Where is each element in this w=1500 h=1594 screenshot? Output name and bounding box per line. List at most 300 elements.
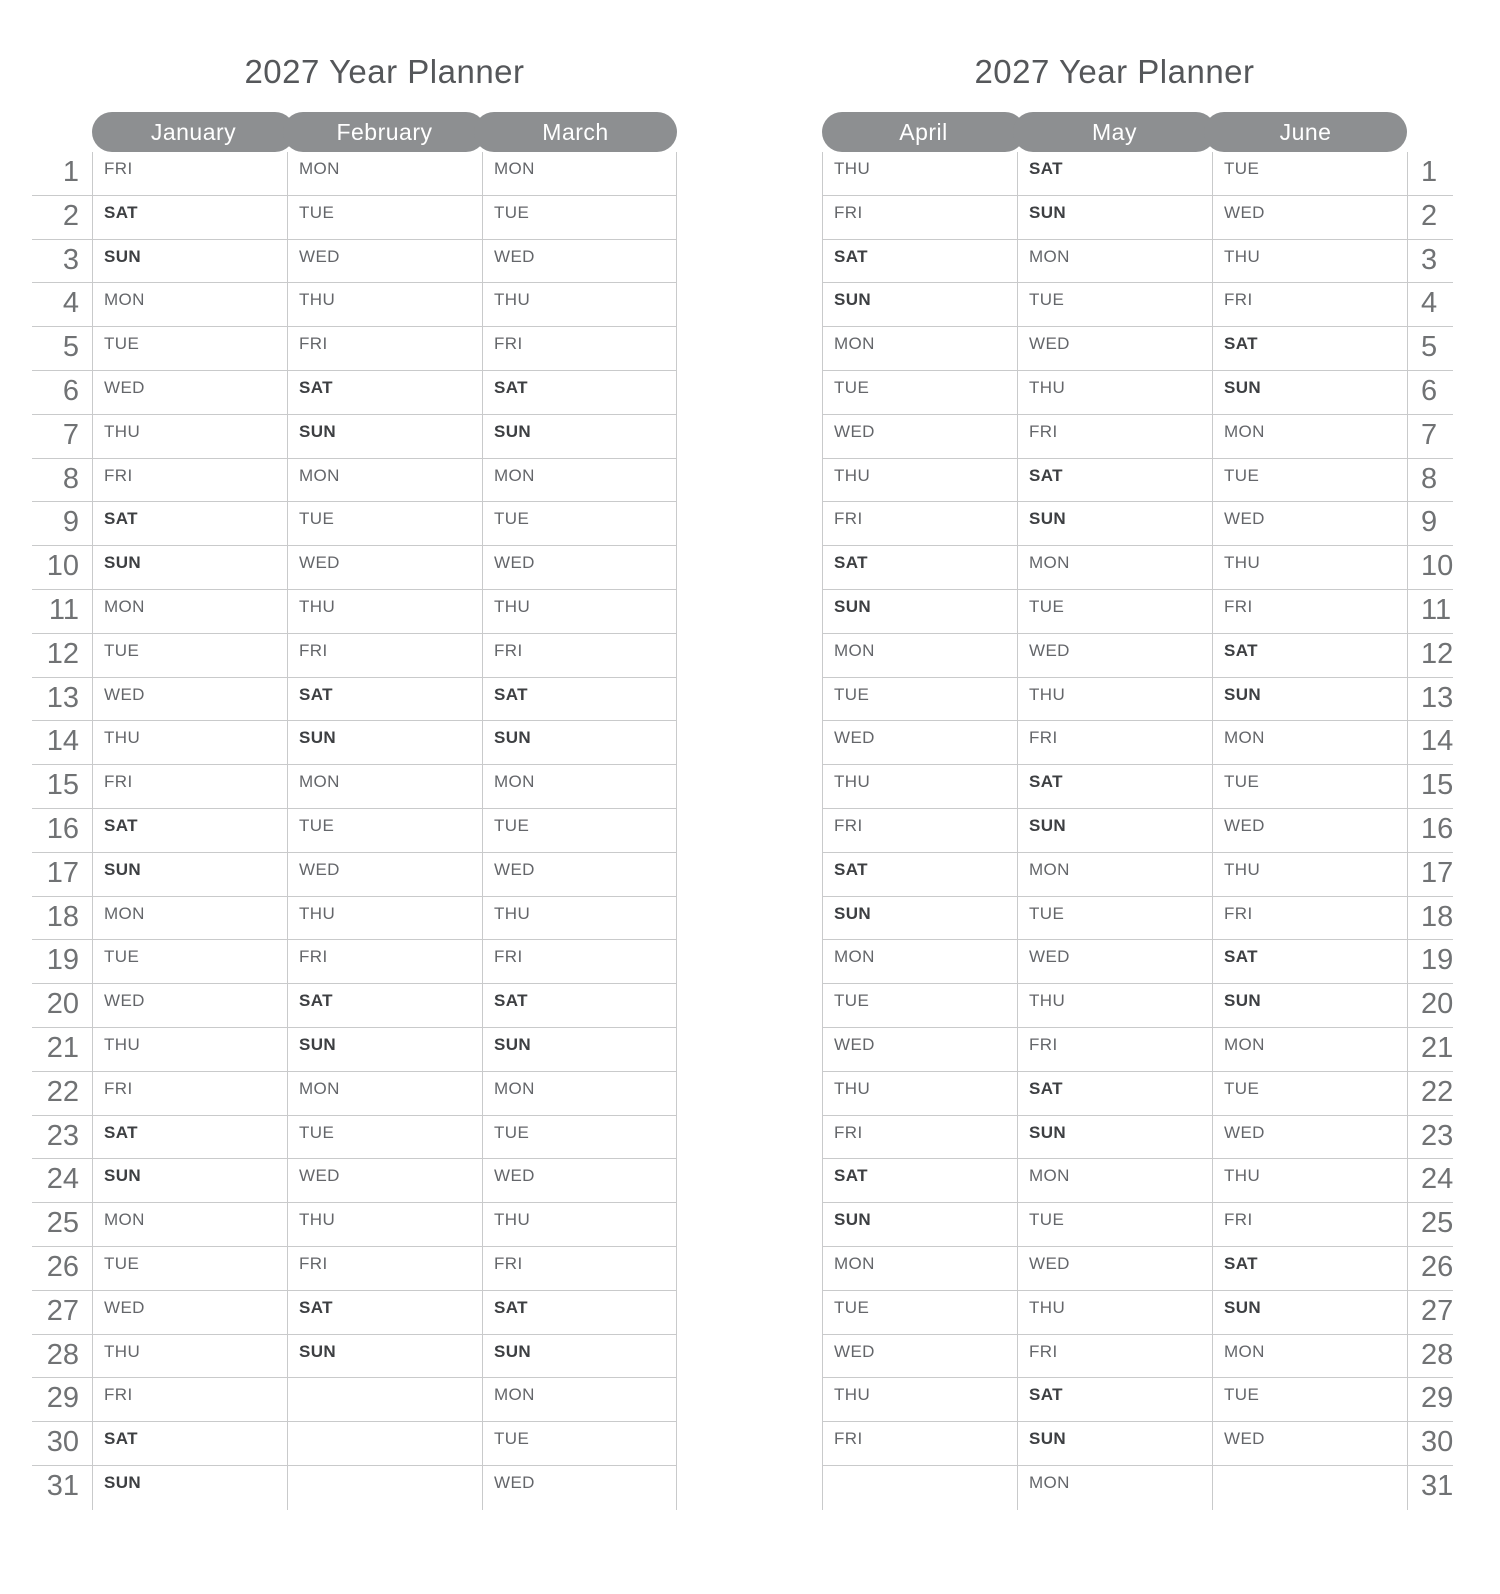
- weekday-label: WED: [834, 728, 875, 748]
- month-label: January: [150, 118, 237, 145]
- weekday-label: SUN: [1224, 377, 1262, 397]
- weekday-cell: [482, 590, 677, 633]
- weekday-label: FRI: [494, 640, 523, 660]
- day-number: 17: [46, 856, 79, 889]
- weekday-label: MON: [299, 1078, 340, 1098]
- table-row: [32, 940, 677, 984]
- day-number: 25: [46, 1207, 79, 1240]
- weekday-label: SAT: [1224, 947, 1258, 967]
- weekday-label: THU: [494, 596, 531, 616]
- weekday-label: MON: [299, 772, 340, 792]
- weekday-label: SUN: [1224, 991, 1262, 1011]
- weekday-label: TUE: [1029, 903, 1065, 923]
- weekday-cell: [92, 897, 287, 940]
- weekday-label: SAT: [299, 684, 333, 704]
- month-header-row: [92, 112, 677, 152]
- weekday-label: MON: [1224, 728, 1265, 748]
- day-number: 9: [62, 506, 79, 539]
- weekday-cell: [1212, 240, 1407, 283]
- weekday-label: SUN: [494, 728, 532, 748]
- table-row: [32, 590, 677, 634]
- weekday-cell: [1212, 1159, 1407, 1202]
- weekday-cell: [822, 459, 1017, 502]
- weekday-label: SAT: [1029, 1385, 1063, 1405]
- weekday-cell: [92, 1159, 287, 1202]
- weekday-cell: [1212, 984, 1407, 1027]
- weekday-label: MON: [494, 1385, 535, 1405]
- weekday-cell: [822, 327, 1017, 370]
- table-row: [822, 415, 1453, 459]
- weekday-cell: [92, 1466, 287, 1510]
- day-number: 21: [46, 1031, 79, 1064]
- weekday-cell: [822, 240, 1017, 283]
- weekday-cell: [1017, 502, 1212, 545]
- weekday-cell: [822, 765, 1017, 808]
- table-row: [32, 1028, 677, 1072]
- weekday-label: MON: [834, 1253, 875, 1273]
- weekday-cell: [1212, 1335, 1407, 1378]
- day-number: 11: [48, 593, 79, 626]
- weekday-label: THU: [834, 159, 871, 178]
- table-row: [822, 1291, 1453, 1335]
- weekday-cell: [822, 502, 1017, 545]
- weekday-label: SUN: [494, 1341, 532, 1361]
- weekday-label: THU: [1224, 246, 1261, 266]
- weekday-label: TUE: [1029, 290, 1065, 310]
- day-number: 14: [1407, 721, 1453, 764]
- weekday-label: WED: [834, 1341, 875, 1361]
- weekday-label: FRI: [1224, 290, 1253, 310]
- month-label: March: [542, 118, 609, 145]
- weekday-cell: [482, 415, 677, 458]
- weekday-label: FRI: [1029, 728, 1058, 748]
- weekday-label: TUE: [494, 1122, 530, 1142]
- weekday-label: TUE: [834, 377, 870, 397]
- day-number: 19: [1407, 940, 1453, 983]
- month-pill-may: [1013, 112, 1216, 152]
- weekday-label: SUN: [1029, 509, 1067, 529]
- weekday-label: SUN: [1029, 1122, 1067, 1142]
- weekday-label: THU: [494, 290, 531, 310]
- weekday-label: SAT: [104, 815, 138, 835]
- day-number: 7: [1407, 415, 1453, 458]
- weekday-cell: [482, 240, 677, 283]
- weekday-label: TUE: [104, 334, 140, 354]
- weekday-label: SUN: [299, 1341, 337, 1361]
- table-row: [32, 765, 677, 809]
- weekday-label: MON: [1029, 859, 1070, 879]
- weekday-label: THU: [1224, 553, 1261, 573]
- weekday-label: WED: [104, 377, 145, 397]
- weekday-cell: [1017, 546, 1212, 589]
- day-number: 3: [1407, 240, 1453, 283]
- weekday-cell: [482, 940, 677, 983]
- weekday-cell: [92, 1378, 287, 1421]
- weekday-cell: [482, 283, 677, 326]
- weekday-label: TUE: [104, 1253, 140, 1273]
- weekday-label: SAT: [494, 1297, 528, 1317]
- table-row: [822, 984, 1453, 1028]
- weekday-label: THU: [1029, 1297, 1066, 1317]
- weekday-cell: [482, 546, 677, 589]
- table-row: [32, 1335, 677, 1379]
- weekday-cell: [482, 371, 677, 414]
- weekday-label: WED: [1224, 202, 1265, 222]
- table-row: [822, 1116, 1453, 1160]
- weekday-cell: [822, 897, 1017, 940]
- weekday-label: MON: [299, 159, 340, 178]
- day-number: 1: [62, 156, 79, 188]
- table-row: [822, 459, 1453, 503]
- weekday-label: MON: [834, 334, 875, 354]
- weekday-label: SUN: [104, 859, 142, 879]
- day-number: 11: [1407, 590, 1453, 633]
- weekday-cell: [1212, 765, 1407, 808]
- weekday-cell: [1017, 1159, 1212, 1202]
- day-number: 3: [62, 243, 79, 276]
- table-row: [32, 1247, 677, 1291]
- weekday-label: TUE: [494, 202, 530, 222]
- day-number: 7: [62, 418, 79, 451]
- weekday-label: THU: [299, 903, 336, 923]
- weekday-cell: [1017, 459, 1212, 502]
- weekday-cell: [482, 634, 677, 677]
- weekday-label: TUE: [494, 815, 530, 835]
- weekday-label: SAT: [1029, 159, 1063, 178]
- day-number: 27: [46, 1294, 79, 1327]
- weekday-label: FRI: [1224, 596, 1253, 616]
- weekday-cell: [482, 1159, 677, 1202]
- weekday-cell: [287, 283, 482, 326]
- weekday-cell: [1212, 634, 1407, 677]
- weekday-label: THU: [104, 421, 141, 441]
- weekday-label: TUE: [834, 684, 870, 704]
- weekday-label: SAT: [1224, 1253, 1258, 1273]
- weekday-label: FRI: [834, 815, 863, 835]
- table-row: [32, 1072, 677, 1116]
- weekday-label: SUN: [494, 1034, 532, 1054]
- table-row: [32, 152, 677, 196]
- weekday-label: WED: [494, 1472, 535, 1492]
- table-row: [32, 1422, 677, 1466]
- weekday-label: SUN: [104, 246, 142, 266]
- weekday-label: MON: [299, 465, 340, 485]
- weekday-cell: [92, 283, 287, 326]
- weekday-cell: [1212, 678, 1407, 721]
- weekday-cell: [1017, 1247, 1212, 1290]
- weekday-cell: [822, 283, 1017, 326]
- weekday-cell: [1017, 1028, 1212, 1071]
- weekday-label: FRI: [834, 202, 863, 222]
- day-number: 20: [1407, 984, 1453, 1027]
- weekday-cell: [92, 853, 287, 896]
- weekday-label: WED: [834, 1034, 875, 1054]
- weekday-cell: [1212, 1203, 1407, 1246]
- table-row: [32, 721, 677, 765]
- weekday-cell: [287, 678, 482, 721]
- day-number: 8: [1407, 459, 1453, 502]
- weekday-cell: [1017, 897, 1212, 940]
- weekday-cell: [1017, 853, 1212, 896]
- weekday-label: FRI: [104, 1385, 133, 1405]
- weekday-cell: [92, 546, 287, 589]
- weekday-cell: [92, 1247, 287, 1290]
- table-row: [32, 1116, 677, 1160]
- table-row: [32, 1203, 677, 1247]
- day-number: 31: [1407, 1466, 1453, 1510]
- weekday-cell: [287, 897, 482, 940]
- weekday-cell: [287, 152, 482, 195]
- table-row: [822, 634, 1453, 678]
- weekday-cell: [1212, 371, 1407, 414]
- table-row: [822, 1466, 1453, 1510]
- weekday-label: SUN: [104, 553, 142, 573]
- weekday-cell: [482, 765, 677, 808]
- weekday-label: MON: [1029, 1472, 1070, 1492]
- day-number: 10: [1407, 546, 1453, 589]
- weekday-cell: [1212, 1466, 1407, 1510]
- table-row: [822, 1247, 1453, 1291]
- table-row: [32, 678, 677, 722]
- weekday-cell: [1212, 152, 1407, 195]
- weekday-cell: [1017, 327, 1212, 370]
- weekday-cell: [287, 1335, 482, 1378]
- weekday-cell: [822, 546, 1017, 589]
- weekday-label: WED: [1029, 947, 1070, 967]
- weekday-label: SUN: [834, 290, 872, 310]
- weekday-cell: [287, 1466, 482, 1510]
- weekday-cell: [822, 940, 1017, 983]
- weekday-label: FRI: [834, 1429, 863, 1449]
- table-row: [32, 984, 677, 1028]
- weekday-label: SAT: [299, 991, 333, 1011]
- weekday-cell: [1017, 240, 1212, 283]
- weekday-cell: [287, 590, 482, 633]
- weekday-cell: [287, 809, 482, 852]
- weekday-cell: [482, 1028, 677, 1071]
- table-row: [822, 809, 1453, 853]
- weekday-cell: [92, 415, 287, 458]
- day-number: 17: [1407, 853, 1453, 896]
- table-row: [32, 1159, 677, 1203]
- weekday-cell: [92, 1291, 287, 1334]
- weekday-cell: [482, 459, 677, 502]
- weekday-label: SAT: [104, 1429, 138, 1449]
- weekday-label: WED: [1029, 640, 1070, 660]
- month-pill-january: [92, 112, 295, 152]
- table-row: [32, 897, 677, 941]
- weekday-cell: [92, 678, 287, 721]
- weekday-label: SAT: [104, 1122, 138, 1142]
- weekday-label: SUN: [1029, 815, 1067, 835]
- weekday-cell: [482, 152, 677, 195]
- weekday-cell: [1212, 1378, 1407, 1421]
- weekday-cell: [482, 897, 677, 940]
- day-number: 30: [1407, 1422, 1453, 1465]
- weekday-label: FRI: [834, 1122, 863, 1142]
- month-pill-march: [474, 112, 677, 152]
- weekday-cell: [822, 1335, 1017, 1378]
- weekday-cell: [1212, 809, 1407, 852]
- weekday-cell: [822, 1116, 1017, 1159]
- day-number: 22: [1407, 1072, 1453, 1115]
- weekday-cell: [1017, 1116, 1212, 1159]
- table-row: [822, 940, 1453, 984]
- weekday-cell: [287, 371, 482, 414]
- weekday-cell: [1017, 590, 1212, 633]
- weekday-label: THU: [1029, 684, 1066, 704]
- weekday-label: SAT: [1029, 465, 1063, 485]
- weekday-cell: [1017, 634, 1212, 677]
- day-number: 15: [1407, 765, 1453, 808]
- weekday-label: THU: [299, 1210, 336, 1230]
- weekday-label: MON: [1029, 553, 1070, 573]
- day-number: 5: [62, 331, 79, 364]
- weekday-cell: [287, 546, 482, 589]
- weekday-label: THU: [494, 1210, 531, 1230]
- weekday-label: THU: [1029, 377, 1066, 397]
- weekday-label: WED: [104, 684, 145, 704]
- weekday-label: MON: [494, 1078, 535, 1098]
- weekday-label: SUN: [834, 1210, 872, 1230]
- day-number: 13: [46, 681, 79, 714]
- weekday-cell: [92, 502, 287, 545]
- day-number: 19: [46, 944, 79, 977]
- table-row: [32, 634, 677, 678]
- weekday-label: MON: [1224, 1341, 1265, 1361]
- table-row: [822, 765, 1453, 809]
- weekday-label: FRI: [1029, 421, 1058, 441]
- weekday-cell: [1212, 1291, 1407, 1334]
- weekday-cell: [822, 152, 1017, 195]
- weekday-label: TUE: [1224, 1078, 1260, 1098]
- table-row: [822, 1378, 1453, 1422]
- weekday-cell: [1212, 1116, 1407, 1159]
- weekday-cell: [822, 1028, 1017, 1071]
- weekday-label: WED: [834, 421, 875, 441]
- weekday-label: THU: [299, 596, 336, 616]
- weekday-label: SUN: [104, 1472, 142, 1492]
- weekday-cell: [92, 634, 287, 677]
- weekday-label: TUE: [1029, 1210, 1065, 1230]
- weekday-label: TUE: [104, 947, 140, 967]
- weekday-label: TUE: [834, 991, 870, 1011]
- weekday-cell: [1212, 853, 1407, 896]
- weekday-cell: [287, 502, 482, 545]
- day-number: 24: [1407, 1159, 1453, 1202]
- weekday-cell: [92, 984, 287, 1027]
- weekday-label: MON: [1029, 1166, 1070, 1186]
- weekday-cell: [287, 196, 482, 239]
- weekday-cell: [482, 721, 677, 764]
- weekday-cell: [287, 765, 482, 808]
- day-number: 16: [1407, 809, 1453, 852]
- weekday-label: FRI: [1029, 1341, 1058, 1361]
- weekday-cell: [287, 1291, 482, 1334]
- day-number: 29: [1407, 1378, 1453, 1421]
- table-row: [32, 1378, 677, 1422]
- weekday-cell: [1017, 678, 1212, 721]
- day-number: 4: [62, 287, 79, 320]
- weekday-label: WED: [1224, 815, 1265, 835]
- month-header-row: [822, 112, 1407, 152]
- weekday-cell: [1017, 1335, 1212, 1378]
- weekday-label: MON: [834, 947, 875, 967]
- weekday-cell: [1212, 1072, 1407, 1115]
- weekday-label: FRI: [299, 947, 328, 967]
- weekday-cell: [1017, 283, 1212, 326]
- weekday-label: TUE: [299, 815, 335, 835]
- weekday-cell: [822, 853, 1017, 896]
- weekday-label: TUE: [1224, 772, 1260, 792]
- weekday-label: SUN: [834, 903, 872, 923]
- day-number: 24: [46, 1163, 79, 1196]
- weekday-cell: [482, 678, 677, 721]
- weekday-cell: [1017, 1203, 1212, 1246]
- weekday-label: WED: [299, 246, 340, 266]
- weekday-label: MON: [1224, 421, 1265, 441]
- weekday-cell: [92, 765, 287, 808]
- weekday-cell: [287, 459, 482, 502]
- weekday-label: THU: [104, 1034, 141, 1054]
- weekday-label: THU: [834, 1078, 871, 1098]
- day-number: 30: [46, 1426, 79, 1459]
- table-row: [32, 502, 677, 546]
- weekday-label: FRI: [104, 465, 133, 485]
- weekday-cell: [1212, 1422, 1407, 1465]
- weekday-label: SUN: [104, 1166, 142, 1186]
- day-number: 16: [46, 812, 79, 845]
- table-row: [32, 240, 677, 284]
- weekday-label: WED: [494, 553, 535, 573]
- weekday-cell: [92, 152, 287, 195]
- weekday-label: MON: [104, 903, 145, 923]
- weekday-cell: [1017, 1378, 1212, 1421]
- weekday-label: SUN: [834, 596, 872, 616]
- weekday-cell: [92, 809, 287, 852]
- weekday-label: SUN: [299, 421, 337, 441]
- weekday-cell: [822, 634, 1017, 677]
- weekday-cell: [482, 196, 677, 239]
- day-number: 29: [46, 1382, 79, 1415]
- weekday-cell: [92, 721, 287, 764]
- weekday-cell: [1212, 897, 1407, 940]
- table-row: [822, 897, 1453, 941]
- weekday-label: FRI: [104, 159, 133, 178]
- day-number: 2: [62, 199, 79, 232]
- day-number: 4: [1407, 283, 1453, 326]
- weekday-label: THU: [104, 728, 141, 748]
- weekday-label: WED: [104, 991, 145, 1011]
- weekday-label: SUN: [494, 421, 532, 441]
- day-number: 26: [46, 1250, 79, 1283]
- weekday-label: FRI: [494, 1253, 523, 1273]
- weekday-label: SAT: [834, 553, 868, 573]
- day-number: 6: [62, 374, 79, 407]
- weekday-cell: [1212, 721, 1407, 764]
- weekday-label: SAT: [834, 859, 868, 879]
- table-row: [32, 809, 677, 853]
- table-row: [32, 853, 677, 897]
- weekday-cell: [822, 1072, 1017, 1115]
- weekday-cell: [1212, 1028, 1407, 1071]
- weekday-cell: [1017, 415, 1212, 458]
- weekday-label: SAT: [1029, 1078, 1063, 1098]
- table-row: [822, 678, 1453, 722]
- table-row: [32, 371, 677, 415]
- weekday-label: WED: [299, 1166, 340, 1186]
- day-number: 28: [1407, 1335, 1453, 1378]
